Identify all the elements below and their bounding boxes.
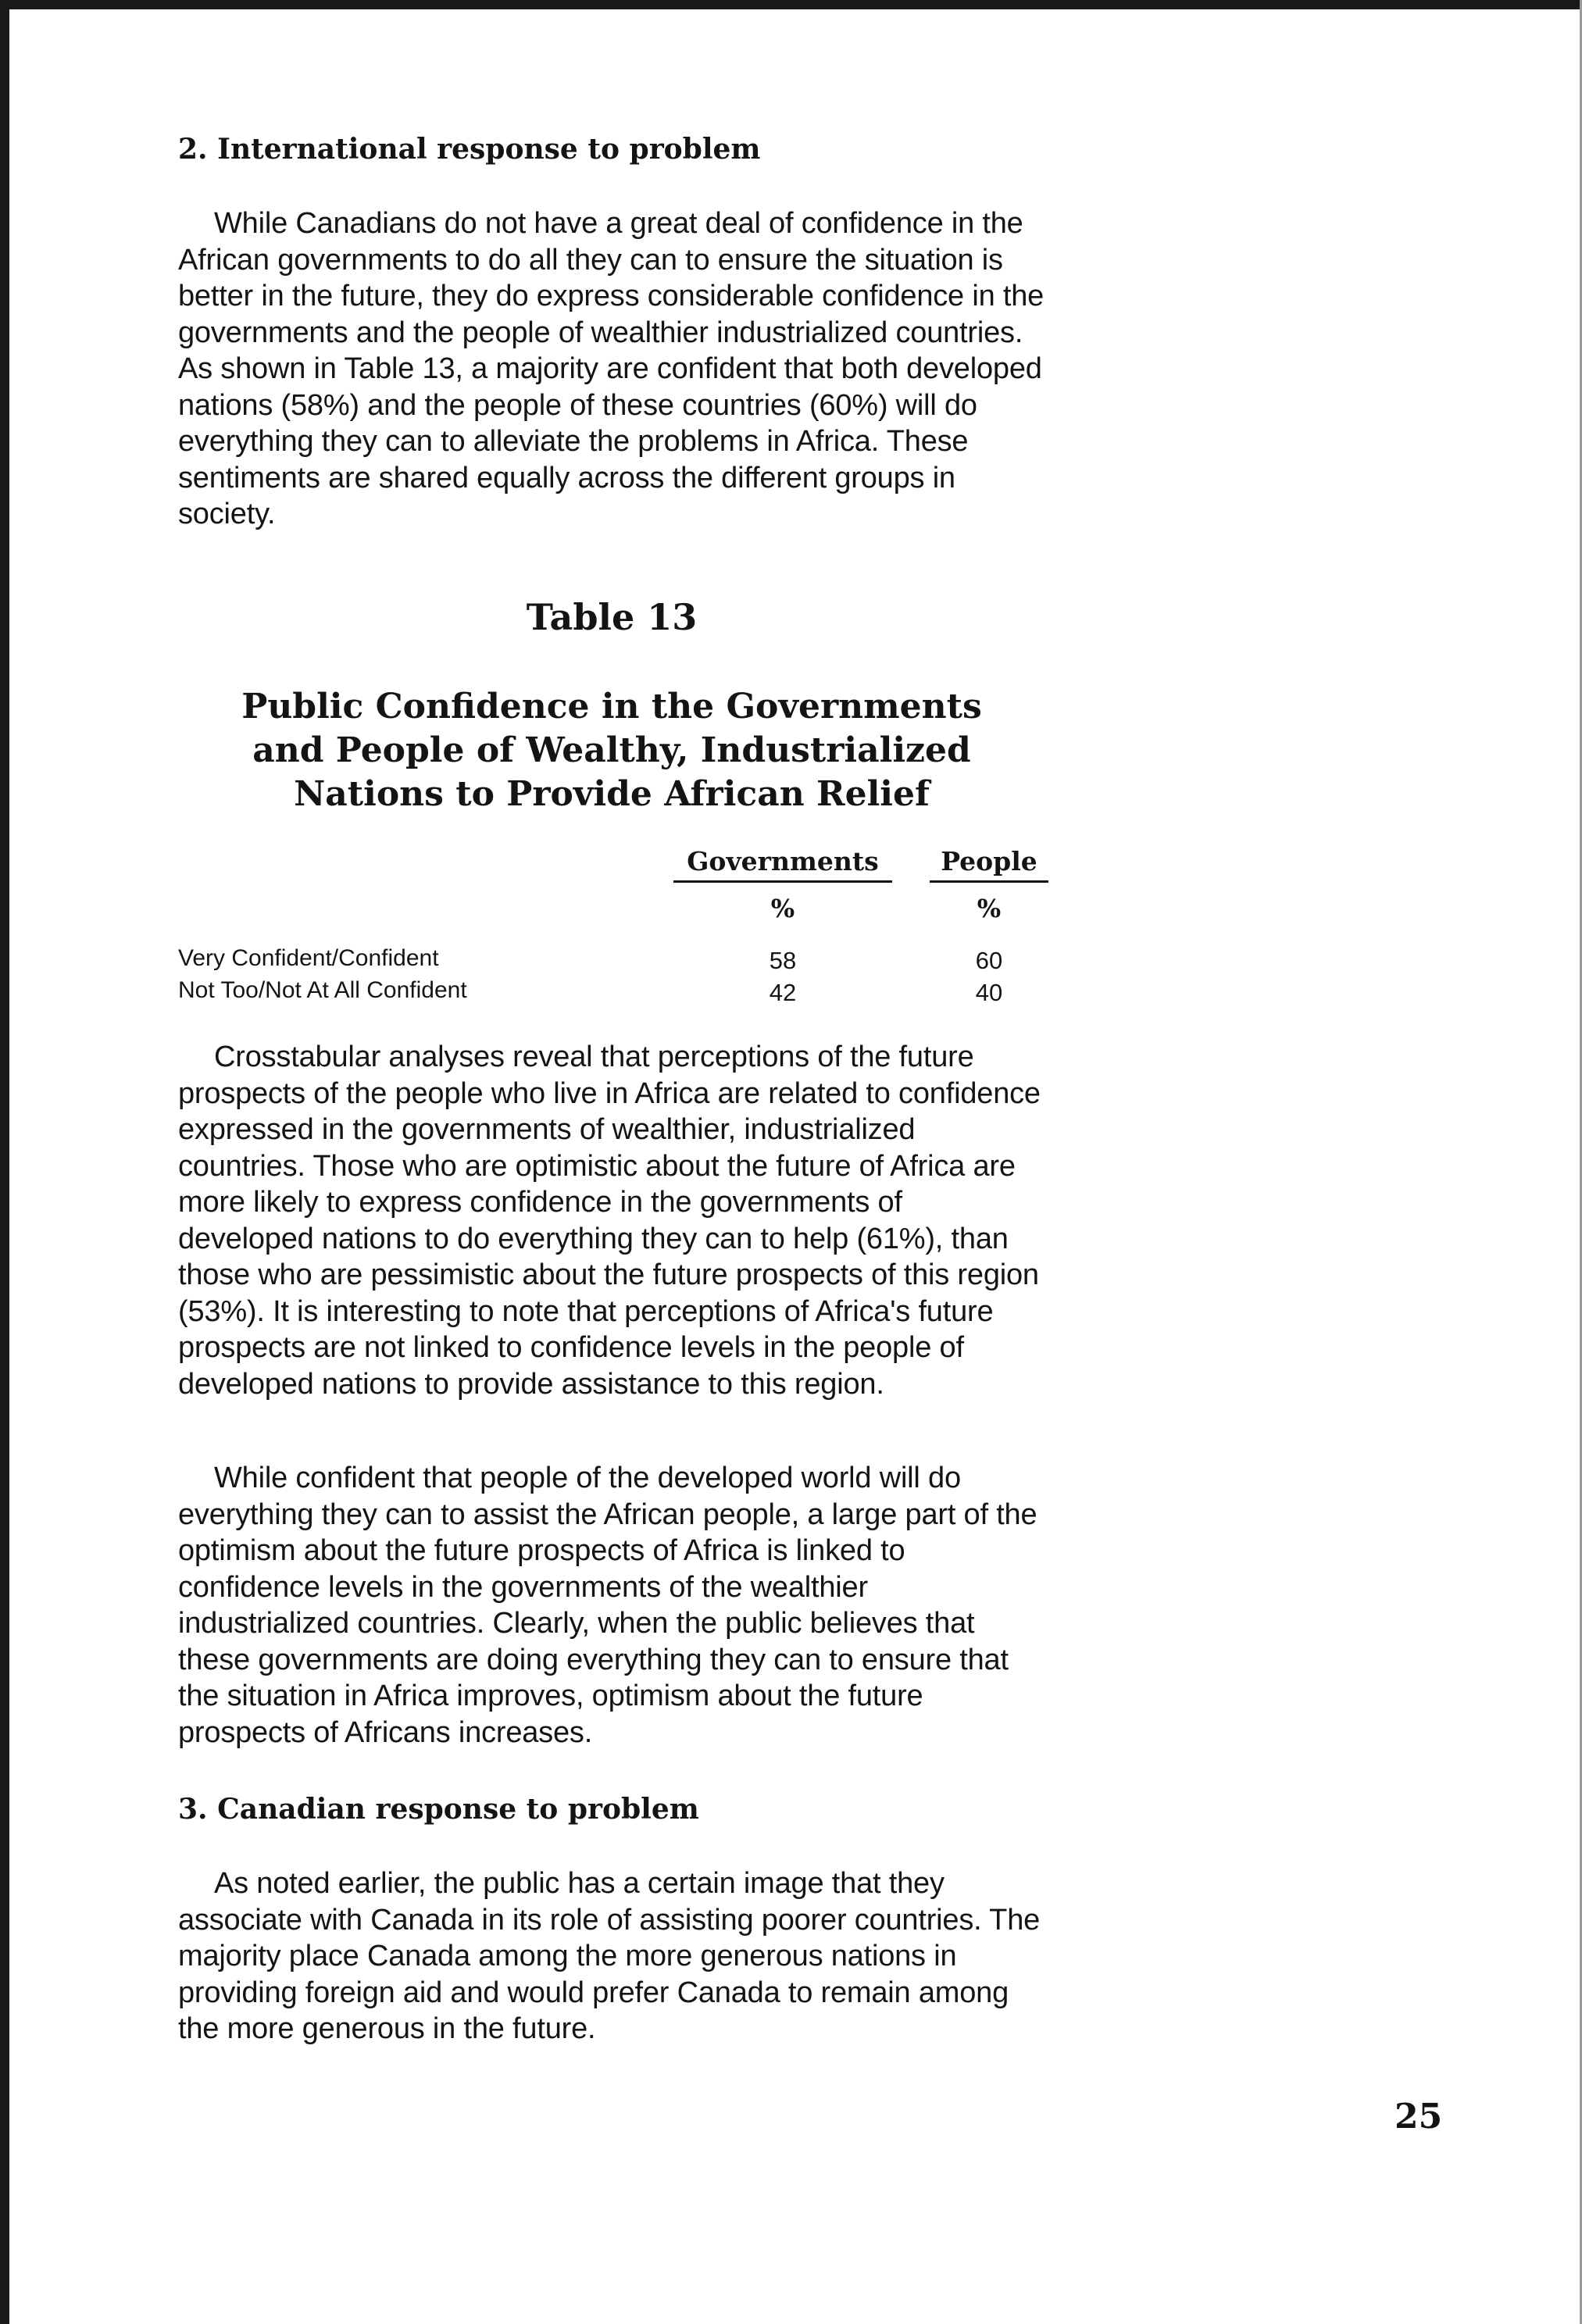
column-header-governments: Governments <box>673 846 892 883</box>
cell-confident-governments: 58 <box>769 947 797 974</box>
section-2-paragraph: While Canadians do not have a great deal of confidence in the African governments to do all they can to ensure the situation is better in the future, they do express considerable confidence in the governments and the people of wealthier industrialized countries. As shown in Table 13, a majority are confident that both developed nations (58%) and the people of these countries (60%) will do everything they can to alleviate the problems in Africa. These sentiments are shared equally across the different groups in society. <box>178 207 1045 530</box>
table-title-line-2: and People of Wealthy, Industrialized <box>252 730 971 770</box>
cell-confident-people: 60 <box>975 947 1003 974</box>
row-label-not-confident: Not Too/Not At All Confident <box>178 977 467 1003</box>
scan-top-border <box>0 0 1582 9</box>
column-unit-governments: % <box>770 894 795 923</box>
section-3-heading: 3. Canadian response to problem <box>178 1793 699 1826</box>
row-label-confident: Very Confident/Confident <box>178 945 439 971</box>
section-3-paragraph: As noted earlier, the public has a certain image that they associate with Canada in its role of assisting poorer countries. The majority place Canada among the more generous nations in providing foreign aid and would prefer Canada to remain among the more generous in the future. <box>178 1867 1041 2045</box>
optimism-paragraph: While confident that people of the developed world will do everything they can to assist the African people, a large part of the optimism about the future prospects of Africa is linked to confidence levels in the governments of the wealthier industrialized countries. Clearly, when the public believes that these governments are doing everything they can to ensure that the situation in Africa improves, optimism about the future prospects of Africans increases. <box>178 1462 1037 1749</box>
cell-not-confident-people: 40 <box>975 979 1003 1006</box>
section-2-heading: 2. International response to problem <box>178 133 761 166</box>
scan-left-border <box>0 0 9 2324</box>
table-title-line-3: Nations to Provide African Relief <box>294 774 930 814</box>
crosstab-paragraph: Crosstabular analyses reveal that perceptions of the future prospects of the people who live in Africa are related to confidence expressed in the governments of wealthier, industrialized countries. Those who are optimistic about the future of Africa are more likely to express confidence in the governments of developed nations to do everything they can to help (61%), than those who are pessimistic about the future prospects of this region (53%). It is interesting to note that perceptions of Africa's future prospects are not linked to confidence levels in the people of developed nations to provide assistance to this region. <box>178 1041 1041 1401</box>
column-unit-people: % <box>977 894 1002 923</box>
page-number: 25 <box>1395 2097 1443 2137</box>
table-number: Table 13 <box>526 596 698 638</box>
column-header-people: People <box>930 846 1048 883</box>
cell-not-confident-governments: 42 <box>769 979 797 1006</box>
table-title-line-1: Public Confidence in the Governments <box>241 687 982 726</box>
